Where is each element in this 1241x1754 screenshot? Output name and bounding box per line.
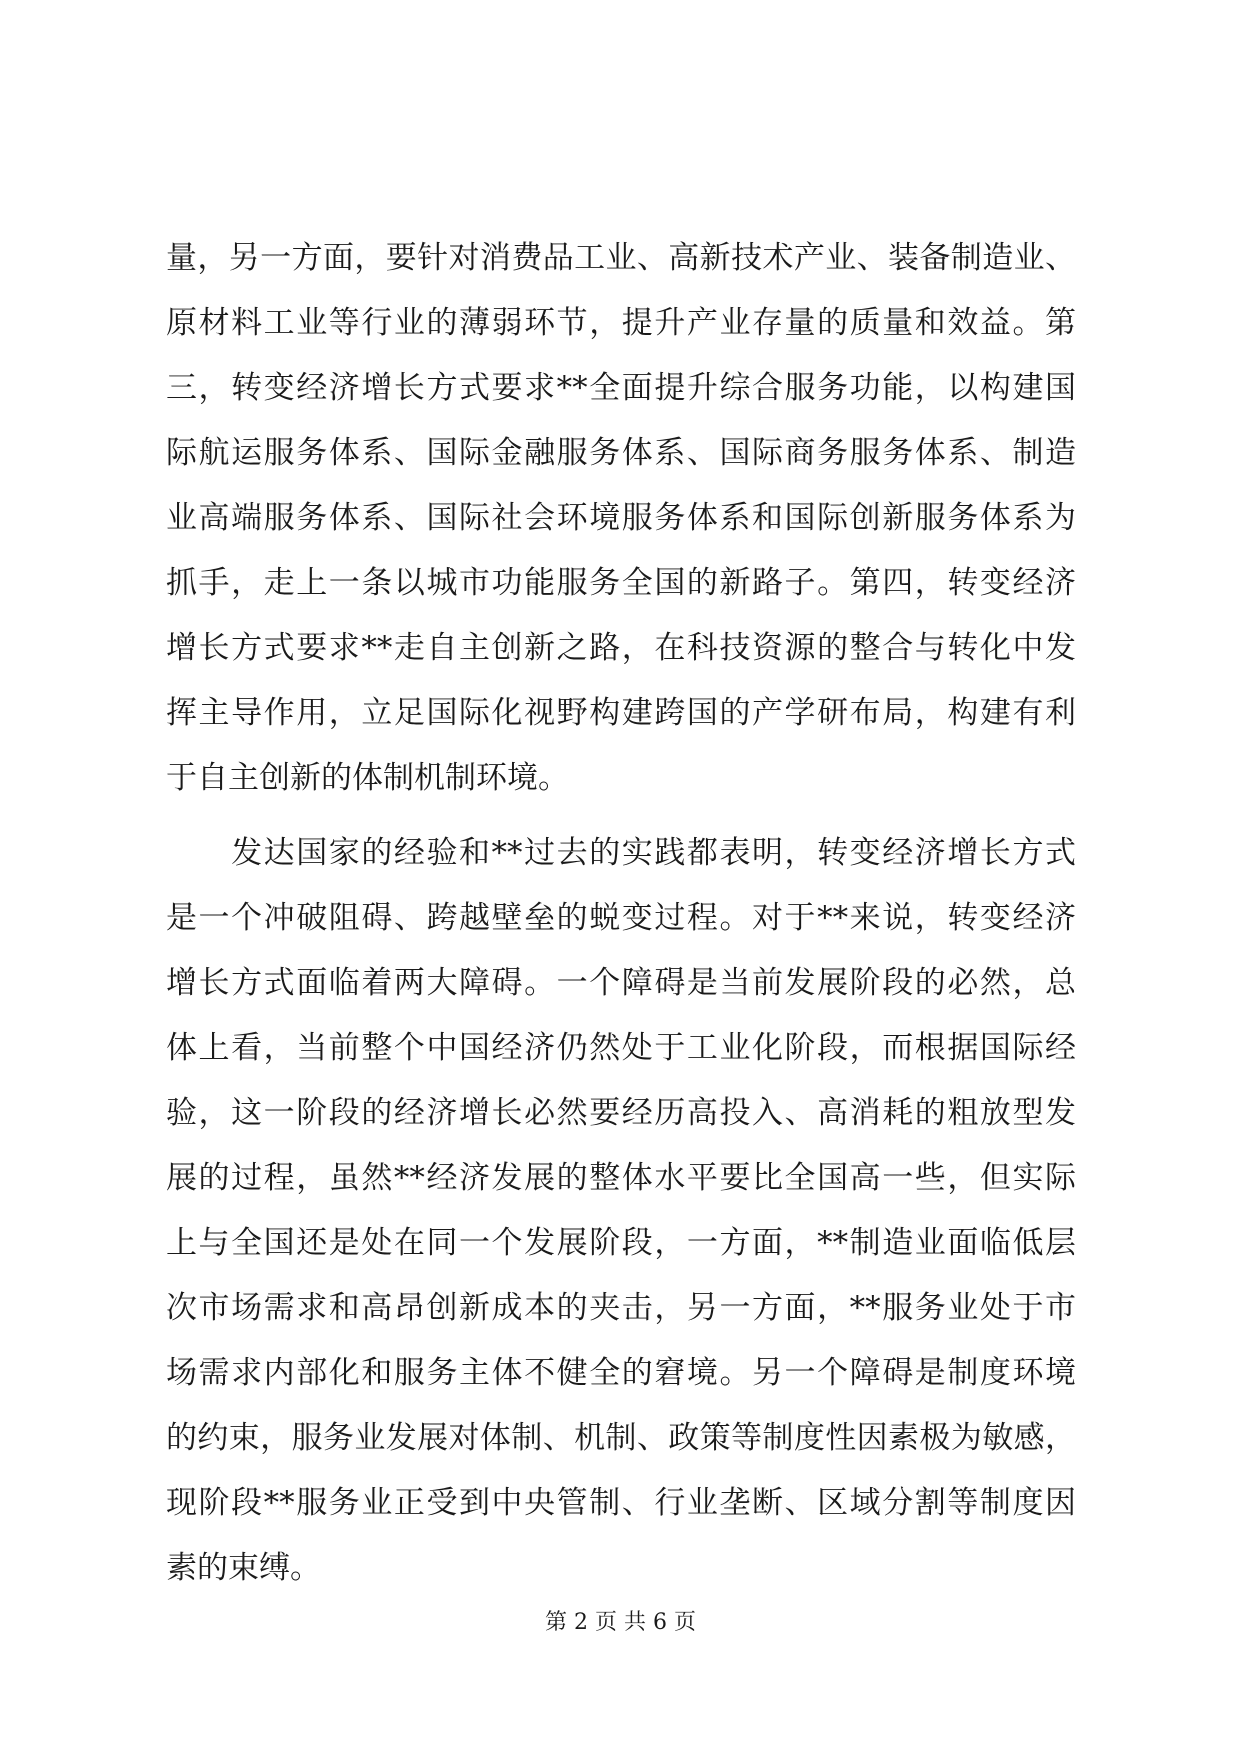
paragraph-line: 原材料工业等行业的薄弱环节，提升产业存量的质量和效益。第: [166, 305, 1076, 341]
document-body: [166, 226, 1076, 1601]
paragraph-line: 次市场需求和高昂创新成本的夹击，另一方面，**服务业处于市: [166, 1290, 1076, 1326]
paragraph-line: 上与全国还是处在同一个发展阶段，一方面，**制造业面临低层: [166, 1225, 1076, 1261]
paragraph-line: 展的过程，虽然**经济发展的整体水平要比全国高一些，但实际: [166, 1160, 1076, 1196]
paragraph-line: 验，这一阶段的经济增长必然要经历高投入、高消耗的粗放型发: [166, 1095, 1076, 1131]
page-footer: [0, 1608, 1241, 1638]
paragraph-line: 际航运服务体系、国际金融服务体系、国际商务服务体系、制造: [166, 435, 1076, 471]
paragraph-line: 的约束，服务业发展对体制、机制、政策等制度性因素极为敏感，: [166, 1420, 1076, 1456]
paragraph-line: 业高端服务体系、国际社会环境服务体系和国际创新服务体系为: [166, 500, 1076, 536]
paragraph-line: 增长方式面临着两大障碍。一个障碍是当前发展阶段的必然，总: [166, 965, 1076, 1001]
page-number-label: 第 2 页 共 6 页: [545, 1610, 696, 1635]
paragraph-line: 三，转变经济增长方式要求**全面提升综合服务功能，以构建国: [166, 370, 1076, 406]
paragraph-line: 抓手，走上一条以城市功能服务全国的新路子。第四，转变经济: [166, 565, 1076, 601]
paragraph-line: 增长方式要求**走自主创新之路，在科技资源的整合与转化中发: [166, 630, 1076, 666]
paragraph-line: 场需求内部化和服务主体不健全的窘境。另一个障碍是制度环境: [166, 1355, 1076, 1391]
paragraph-2: [166, 821, 1076, 1601]
paragraph-line: 体上看，当前整个中国经济仍然处于工业化阶段，而根据国际经: [166, 1030, 1076, 1066]
paragraph-line: 于自主创新的体制机制环境。: [166, 760, 569, 796]
paragraph-line: 素的束缚。: [166, 1550, 321, 1586]
paragraph-line: 是一个冲破阻碍、跨越壁垒的蜕变过程。对于**来说，转变经济: [166, 900, 1076, 936]
paragraph-line: 量，另一方面，要针对消费品工业、高新技术产业、装备制造业、: [166, 240, 1076, 276]
paragraph-line: 现阶段**服务业正受到中央管制、行业垄断、区域分割等制度因: [166, 1485, 1076, 1521]
paragraph-spacer: [166, 811, 1076, 821]
paragraph-1: [166, 226, 1076, 811]
paragraph-line: 挥主导作用，立足国际化视野构建跨国的产学研布局，构建有利: [166, 695, 1076, 731]
paragraph-line: 发达国家的经验和**过去的实践都表明，转变经济增长方式: [166, 835, 1076, 871]
